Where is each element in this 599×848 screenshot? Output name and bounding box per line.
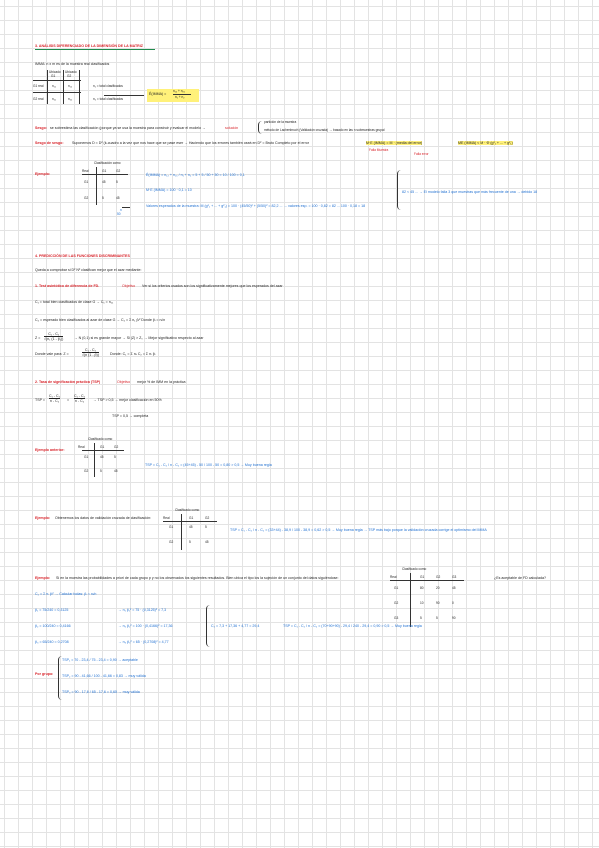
notes-page: 3. ANÁLISIS DIFERENCIADO DE LA DIMENSIÓN DE LA MATRIZ IMMA: n x m es de la muestra real clasificados Ubicado G1 Ubicado G2 G1 real n₁₁ n₁₂ n₁ = total clasificados G2 real n₂₁ n₂₂ n₂ = total clasificados Ê(IMMA) = n₁₂ + n₂₁ n₁ + n₂ Sesgo: se sobrestima las clasificación (porque ya se usa la muestra para construir y evaluar el modelo → solución partición de la muestra método de Lachenbruch (Validación cruzada) → basado en las n submuestras grupal Sesgo de sesgo: Suponemos D ≈ D² (k-cuadro a la vez que nos hace que se pase eser → Haciendo que los errores también oseá en D² = Bruto Completo por el error M·E (IMMA) = M · (media del error) ME (IMMA) < M · Φ (g¹₁ + ... + g²₁) Falla Muestra Falla error Ejemplo: Clasificación como Real G1 G2 G1 45 5 G2 5 45 n 50 Ê(IMMA) = n₁₂ + n₂₁ / n₁ + n₂ = 5 + 5 / 50 + 50 = 10 / 100 = 0,1 M·E (IMMA) = 100 · 0,1 = 10 Valores esperados de la muestra: M (g¹₁ + ... + g²₁) = 100 · (45/50)² + (5/50)² = 82,2 ... → valores esp. = 100 · 0,82 = 82 ... 100 · 0,18 = 18 82 < 45 ... → El modelo falla 3 que muestras que más frecuente de una → debido 18 4. PREDICCIÓN DE LAS FUNCIONES DISCRIMINANTES Queda a comprobar si D² N² clasifican mejor que el azar mediante: 1. Test asintótico de diferencia de FD. Objetivo Ver si los criterios usados son los significativamente mejores que los esperados del azar C₁ = total bien clasificados de clase G → C₁ = n₁₁ C₂ = esperado bien clasificados al azar de clase G → C₂ = Σ n₁ p̂ᵢ² Donde p̂ᵢ = nᵢ/n Z = C₁ - C₂ √(n₁ (1 - p̂₁)) → N (0,1) si es grande mayor → Si |Z| > Z₀ → Mejor significativo respecto al azar Donde vale para: Z = C₁ - C₂ √(n (1 - p̂)) Donde: C₁ = Σ nᵢᵢ C₂ = Σ nᵢ p̂ᵢ 2. Tasa de significación práctica (TSP) Objetivo mejor % de IMM en la práctica TSP = C₁ - C₂ n - C₂ = C₁ - C₂ n - C₂ → TSP > 0,5 → mejor clasificación en 50% TSP = 0,5 → completa Ejemplo anterior: Clasificado como Real G1 G2 G1 45 5 G2 5 45 TSP = C₁ - C₂ / n - C₂ = (45+45) - 50 / 100 - 50 = 0,80 > 0,5 → Muy buena regla Ejemplo: Obtenemos los datos de validación cruzada de clasificación: Clasificado como Real G1 G2 G1 45 5 G2 5 45 TSP = C₁ - C₂ / n - C₂ = (33+44) - 38,9 / 100 - 38,9 = 0,62 > 0,5 → Muy buena regla → TSP más bajo porque la validación cruzada corrige el optimismo del IMMA Ejemplo: Si en la muestra las probabilidades a priori de cada grupo p y no los observados los siguientes resultados. Bien ubica el tipo los la sujeción de un conjunto del datos siguiéndose: Clasificado como Real G1 G2 G3 G1 80 20 45 G2 10 90 0 G3 5 5 90 ¿Es aceptable de FD calculada? C₂ = Σ nᵢ p̂ᵢ² → Calcular todas: p̂ᵢ = nᵢ/n p̂₁ = 75/240 = 0,3125 → n₁ p̂₁² = 75 · (0,3125)² = 7,3 p̂₂ = 100/240 = 0,4166 → n₂ p̂₂² = 100 · (0,4166)² = 17,36 p̂₃ = 65/240 = 0,2708 → n₃ p̂₃² = 65 · (0,2708)² = 4,77 C₂ = 7,3 + 17,36 + 4,77 = 29,4 TSP = C₁ - C₂ / n - C₂ = (70+90+90) - 29,4 / 240 - 29,4 = 0,90 > 0,5 → Muy buena regla Por grupo: TSP₁ = 70 - 23,4 / 75 - 23,4 = 0,90 → aceptable TSP₂ = 90 - 41,66 / 100 - 41,66 = 0,83 → muy válida TSP₃ = 90 - 17,6 / 65 - 17,6 = 0,65 → muy válida xyxy=(0,0,599,848)
section3-example-table xyxy=(82,161,142,219)
section5-group-label: Por grupo: xyxy=(35,672,54,676)
section3-title-underline xyxy=(35,49,155,50)
eaper-formula: Ê(IMMA) = n₁₂ + n₂₁ n₁ + n₂ xyxy=(147,89,199,102)
section5-line-4b: → n₃ p̂₃² = 65 · (0,2708)² = 4,77 xyxy=(118,640,169,644)
validation-label: Sesgo de sesgo: xyxy=(35,141,64,145)
section5-question: ¿Es aceptable de FD calculada? xyxy=(494,576,546,580)
sub1-line-4-lhs: Donde vale para: Z = xyxy=(35,352,69,356)
sub2-title: 2. Tasa de significación práctica (TSP) xyxy=(35,380,101,384)
tsp-fraction-b: C₁ - C₂ n - C₂ xyxy=(74,394,85,403)
sub2-example2-label: Ejemplo: xyxy=(35,516,51,520)
ex-table-total-label: n xyxy=(120,208,122,212)
section3-intro: IMMA: n x m es de la muestra real clasificados xyxy=(35,62,110,66)
section5-intro: Si en la muestra las probabilidades a priori de cada grupo p y no los observados los siguientes resultados. Bien ubica el tipo los la sujeción de un conjunto del datos siguiéndose: xyxy=(56,576,339,580)
sub1-line-2: C₂ = esperado bien clasificados al azar de clase G → C₂ = Σ n₁ p̂ᵢ² Donde p̂ᵢ = nᵢ/n xyxy=(35,318,166,322)
section5-label: Ejemplo: xyxy=(35,576,51,580)
section5-group-2: TSP₂ = 90 - 41,66 / 100 - 41,66 = 0,83 → muy válida xyxy=(62,674,146,678)
section5-line-2: p̂₁ = 75/240 = 0,3125 xyxy=(35,608,69,612)
tsp-fraction-a: C₁ - C₂ n - C₂ xyxy=(49,394,60,403)
section5-line-3b: → n₂ p̂₂² = 100 · (0,4166)² = 17,36 xyxy=(118,624,173,628)
section5-sum: C₂ = 7,3 + 17,36 + 4,77 = 29,4 xyxy=(211,624,260,628)
section5-line-2b: → n₁ p̂₁² = 75 · (0,3125)² = 7,3 xyxy=(118,608,167,612)
sub2-tag: Objetivo xyxy=(117,380,131,384)
section3-example-formula-3: Valores esperados de la muestra: M (g¹₁ + ... + g²₁) = 100 · (45/50)² + (5/50)² = 82,2 ... → valores esp. = 100 · 0,82 = 82 ... 100 · 0,18 = 18 xyxy=(146,204,366,208)
sesgo-label: Sesgo: xyxy=(35,126,47,130)
matrix-r2-c2: n₂₂ xyxy=(68,97,73,101)
ex-table-c0: Real xyxy=(82,169,89,173)
section4-title: 4. PREDICCIÓN DE LAS FUNCIONES DISCRIMINANTES xyxy=(35,254,130,258)
section3-example-formula-1: Ê(IMMA) = n₁₂ + n₂₁ / n₁ + n₂ = 5 + 5 / 50 + 50 = 10 / 100 = 0,1 xyxy=(146,173,245,177)
section5-group-1: TSP₁ = 70 - 23,4 / 75 - 23,4 = 0,90 → aceptable xyxy=(62,658,138,662)
section5-line-1: C₂ = Σ nᵢ p̂ᵢ² → Calcular todas: p̂ᵢ = nᵢ/n xyxy=(35,592,97,596)
sesgo-text: se sobrestima las clasificación (porque ya se usa la muestra para construir y evaluar el modelo → xyxy=(50,126,206,130)
ex-table-r1-c2: 5 xyxy=(116,180,118,184)
ex-table-r2-c1: 5 xyxy=(102,196,104,200)
sub1-line-3-rhs: → N (0,1) si es grande mayor → Si |Z| > Z₀ → Mejor significativo respecto al azar xyxy=(74,336,204,340)
sub2-example1-formula: TSP = C₁ - C₂ / n - C₂ = (45+45) - 50 / 100 - 50 = 0,80 > 0,5 → Muy buena regla xyxy=(145,463,272,467)
sub1-tag: Objetivo xyxy=(122,284,136,288)
matrix-r1-c1: n₁₁ xyxy=(52,84,56,88)
section4-intro: Queda a comprobar si D² N² clasifican mejor que el azar mediante: xyxy=(35,268,142,272)
tsp-line-2: TSP = 0,5 → completa xyxy=(112,414,149,418)
validation-sub-1: Falla Muestra xyxy=(369,148,389,152)
section5-table: Clasificado como Real G1 G2 G3 G1 80 20 45 G2 10 90 0 G3 5 5 90 xyxy=(390,567,457,620)
ex-table-r1-c1: 45 xyxy=(102,180,106,184)
sub2-example2-formula: TSP = C₁ - C₂ / n - C₂ = (33+44) - 38,9 / 100 - 38,9 = 0,62 > 0,5 → Muy buena regla → TSP más bajo porque la validación cruzada corrige el optimismo del IMMA xyxy=(230,528,487,532)
ex-table-c1: G1 xyxy=(102,169,107,173)
sub1-text: Ver si los criterios usados son los significativamente mejores que los esperados del azar xyxy=(142,284,283,288)
ex-table-r2-c2: 45 xyxy=(116,196,120,200)
sub2-example1-label: Ejemplo anterior: xyxy=(35,448,65,452)
matrix-r2-c1: n₂₁ xyxy=(52,97,57,101)
matrix-h2: Ubicado xyxy=(65,70,77,74)
tsp-line-1-rhs: → TSP > 0,5 → mejor clasificación en 50% xyxy=(93,398,162,402)
section5-tsp: TSP = C₁ - C₂ / n - C₂ = (70+90+90) - 29,4 / 240 - 29,4 = 0,90 > 0,5 → Muy buena regla xyxy=(283,624,422,628)
matrix-r2-label: G2 real xyxy=(33,97,44,101)
ex-table-r1-label: G1 xyxy=(84,180,89,184)
sub1-title: 1. Test asintótico de diferencia de FD. xyxy=(35,284,100,288)
tsp-line-1-lhs: TSP = xyxy=(35,398,46,402)
validation-text: Suponemos D ≈ D² (k-cuadro a la vez que nos hace que se pase eser → Haciendo que los errores también oseá en D² = Bruto Completo por el error xyxy=(72,141,309,145)
validation-formula-2: ME (IMMA) < M · Φ (g¹₁ + ... + g²₁) xyxy=(458,141,513,145)
sub2-example1-table: Clasificado como Real G1 G2 G1 45 5 G2 5 45 xyxy=(78,437,119,473)
sub2-example2-table: Clasificado como Real G1 G2 G1 45 5 G2 5 45 xyxy=(163,508,210,544)
ex-table-total: 50 xyxy=(117,212,121,216)
matrix-h1: Ubicado xyxy=(49,70,61,74)
sesgo-option-2: método de Lachenbruch (Validación cruzada) → basado en las n submuestras grupal xyxy=(264,128,385,132)
sub1-line-4-rhs: Donde: C₁ = Σ nᵢᵢ C₂ = Σ nᵢ p̂ᵢ xyxy=(110,352,156,356)
matrix-h1b: G1 xyxy=(51,74,56,78)
section3-example-formula-2: M·E (IMMA) = 100 · 0,1 = 10 xyxy=(146,188,192,192)
sub1-line-1: C₁ = total bien clasificados de clase G → C₁ = n₁₁ xyxy=(35,300,114,304)
ex-table-corner: Clasificación como xyxy=(94,161,121,165)
validation-sub-2: Falla error xyxy=(414,152,429,156)
matrix-r1-c2: n₁₂ xyxy=(68,84,73,88)
section5-line-3: p̂₂ = 100/240 = 0,4166 xyxy=(35,624,71,628)
sub1-z-fraction: C₁ - C₂ √(n₁ (1 - p̂₁)) xyxy=(44,332,64,341)
eaper-arrow xyxy=(104,95,144,96)
sub2-text: mejor % de IMM en la práctica xyxy=(137,380,186,384)
section3-title: 3. ANÁLISIS DIFERENCIADO DE LA DIMENSIÓN DE LA MATRIZ xyxy=(35,44,143,48)
sub2-example2-text: Obtenemos los datos de validación cruzada de clasificación: xyxy=(55,516,152,520)
sesgo-tag: solución xyxy=(225,126,239,130)
section5-group-3: TSP₃ = 90 - 17,6 / 65 - 17,6 = 0,65 → muy válida xyxy=(62,690,140,694)
sesgo-option-1: partición de la muestra xyxy=(264,120,297,124)
sub1-line-3-lhs: Z = xyxy=(35,336,41,340)
section5-line-4: p̂₃ = 65/240 = 0,2708 xyxy=(35,640,69,644)
validation-formula-1: M·E (IMMA) = M · (media del error) xyxy=(366,141,423,145)
matrix-h2b: G2 xyxy=(67,74,72,78)
matrix-r2-total: n₂ = total clasificados xyxy=(93,97,124,101)
section3-example-conclusion: 82 < 45 ... → El modelo falla 3 que muestras que más frecuente de una → debido 18 xyxy=(402,190,538,194)
matrix-r1-total: n₁ = total clasificados xyxy=(93,84,123,88)
ex-table-c2: G2 xyxy=(116,169,121,173)
matrix-r1-label: G1 real xyxy=(33,84,44,88)
section3-matrix xyxy=(33,70,124,108)
sub1-z-total-fraction: C₁ - C₂ √(n (1 - p̂)) xyxy=(82,348,99,357)
ex-table-r2-label: G2 xyxy=(84,196,89,200)
section3-example-label: Ejemplo: xyxy=(35,172,51,176)
